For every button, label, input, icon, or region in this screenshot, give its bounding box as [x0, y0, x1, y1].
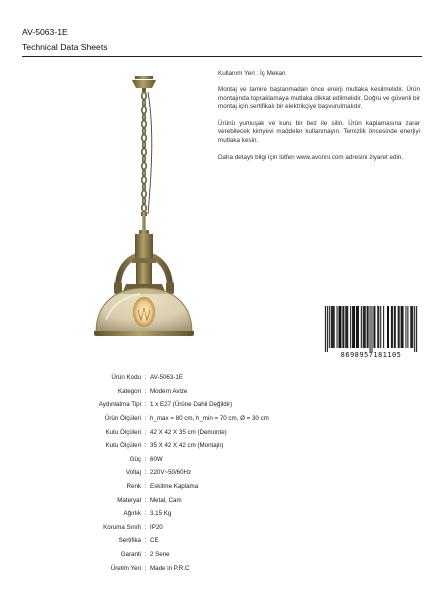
barcode-bar [401, 306, 402, 348]
barcode-bar [395, 306, 396, 348]
barcode-bar [340, 306, 341, 348]
header-divider [22, 56, 422, 57]
barcode-bar [392, 306, 393, 348]
barcode-bar [370, 306, 371, 352]
spec-row [40, 371, 340, 385]
spec-label: Aydınlatma Tipi [98, 401, 141, 409]
spec-separator: : [144, 551, 147, 559]
chain [142, 93, 146, 212]
barcode-bar [380, 306, 381, 348]
spec-row [40, 425, 340, 439]
barcode-bar [334, 306, 335, 348]
barcode-bar [345, 306, 346, 348]
barcode-bar [377, 306, 378, 348]
spec-value: 60W [150, 455, 163, 463]
spec-value: CE [150, 537, 159, 545]
spec-row [40, 453, 340, 467]
barcode-bar [358, 306, 359, 348]
barcode-bar [367, 306, 368, 348]
spec-value: Eskitme Kaplama [150, 483, 199, 491]
spec-separator: : [144, 537, 147, 545]
barcode-number: 8698957181105 [340, 351, 402, 359]
spec-separator: : [144, 455, 147, 463]
usage-place-value: İç Mekan [260, 70, 286, 77]
barcode-bar [354, 306, 355, 348]
spec-value: 3.15 Kg [150, 510, 172, 518]
spec-label: Kutu Ölçüleri [105, 428, 141, 436]
barcode-bar [356, 306, 357, 348]
spec-row [40, 521, 340, 535]
spec-row [40, 534, 340, 548]
barcode-bar [374, 306, 375, 348]
barcode-bar [398, 306, 399, 348]
barcode-bar [387, 306, 388, 348]
spec-row [40, 466, 340, 480]
spec-value: AV-5063-1E [150, 374, 183, 382]
barcode-bar [363, 306, 364, 348]
barcode-bar [332, 306, 333, 348]
barcode-bar [350, 306, 351, 348]
spec-label: Voltaj [125, 469, 141, 477]
barcode-bar [343, 306, 344, 348]
barcode-bars [322, 306, 420, 352]
spec-label: Güç [129, 455, 141, 463]
spec-label: Ağırlık [123, 510, 141, 518]
spec-separator: : [144, 387, 147, 395]
barcode-bar [325, 306, 326, 352]
spec-row [40, 480, 340, 494]
product-image [88, 58, 202, 348]
spec-label: Üretim Yeri [110, 564, 141, 572]
spec-value: Made in P.R.C [150, 564, 190, 572]
barcode-bar [364, 306, 365, 348]
spec-label: Renk [126, 483, 141, 491]
spec-row [40, 493, 340, 507]
spec-value: IP20 [150, 523, 163, 531]
barcode-bar [333, 306, 334, 348]
document-subtitle: Technical Data Sheets [22, 42, 108, 52]
barcode-bar [411, 306, 412, 348]
spec-separator: : [144, 469, 147, 477]
barcode-bar [357, 306, 358, 348]
barcode-bar [402, 306, 403, 348]
spec-label: Garanti [120, 551, 141, 559]
spec-row [40, 561, 340, 575]
barcode-bar [403, 306, 404, 348]
spec-value: 1 x E27 (Ürüne Dahil Değildir) [150, 401, 233, 409]
barcode-bar [353, 306, 354, 348]
spec-value: 2 Sene [150, 551, 170, 559]
spec-separator: : [144, 401, 147, 409]
barcode-bar [342, 306, 343, 348]
spec-separator: : [144, 428, 147, 436]
spec-row [40, 548, 340, 562]
spec-row [40, 439, 340, 453]
spec-value: h_max = 80 cm, h_min = 70 cm, Ø = 30 cm [150, 415, 269, 423]
spec-value: Metal, Cam [150, 496, 182, 504]
usage-info [218, 70, 420, 170]
spec-separator: : [144, 415, 147, 423]
barcode-bar [327, 306, 328, 352]
barcode-bar [391, 306, 392, 348]
spec-value: Modern Avize [150, 387, 188, 395]
barcode-bar [329, 306, 330, 348]
dome-rim [94, 331, 194, 336]
spec-label: Kutu Ölçüleri [105, 442, 141, 450]
usage-place: Kullanım Yeri : İç Mekan [218, 70, 286, 77]
spec-separator: : [144, 496, 147, 504]
document-title: AV-5063-1E [22, 27, 68, 37]
barcode [322, 306, 420, 366]
ceiling-canopy [132, 76, 156, 92]
website-note: Daha detaylı bilgi için lütfen www.avonni.com adresini ziyaret edin. [218, 153, 404, 161]
spec-row [40, 398, 340, 412]
spec-row [40, 385, 340, 399]
spec-value: 42 X 42 X 35 cm (Demonte) [150, 428, 227, 436]
spec-separator: : [144, 483, 147, 491]
barcode-bar [373, 306, 374, 348]
barcode-bar [339, 306, 340, 348]
spec-separator: : [144, 442, 147, 450]
spec-row [40, 412, 340, 426]
spec-label: Sertifika [118, 537, 141, 545]
barcode-bar [337, 306, 338, 348]
barcode-bar [416, 306, 417, 352]
spec-separator: : [144, 510, 147, 518]
spec-table [40, 371, 340, 575]
spec-separator: : [144, 374, 147, 382]
spec-row [40, 507, 340, 521]
mounting-warning: Montaj ve tamire başlanmadan önce enerji mutlaka kesilmelidir. Ürün montajında topraklamaya mutlaka dikkat edilmelidir. Doğru ve güvenli bir montaj için sertifikalı bir elektrikçiye başvurulmalıdır. [218, 86, 420, 111]
barcode-bar [378, 306, 379, 348]
barcode-bar [331, 306, 332, 348]
spec-value: 220V~50/60Hz [150, 469, 192, 477]
spec-value: 35 X 42 X 42 cm (Montajlı) [150, 442, 224, 450]
barcode-bar [347, 306, 348, 348]
barcode-bar [365, 306, 366, 348]
cleaning-instructions: Ürünü yumuşak ve kuru bir bez ile silin. Ürün kaplamasına zarar verebilecek kimyevi maddeler kullanmayın. Temizlik öncesinde enerjiyi mutlaka kesin. [218, 120, 420, 144]
barcode-bar [338, 306, 339, 348]
barcode-bar [405, 306, 406, 348]
barcode-bar [361, 306, 362, 348]
spec-label: Ürün Kodu [111, 374, 141, 382]
bulb [133, 297, 155, 327]
lamp-stem [139, 212, 149, 234]
barcode-bar [371, 306, 372, 352]
spec-label: Kategori [117, 387, 141, 395]
barcode-bar [383, 306, 384, 348]
barcode-bar [410, 306, 411, 348]
barcode-bar [407, 306, 408, 348]
usage-place-label: Kullanım Yeri [218, 70, 255, 77]
barcode-bar [414, 306, 415, 352]
spec-label: Materyal [117, 496, 141, 504]
spec-separator: : [144, 523, 147, 531]
barcode-bar [352, 306, 353, 348]
barcode-bar [412, 306, 413, 348]
spec-label: Ürün Ölçüleri [104, 415, 141, 423]
spec-label: Koruma Sınıfı [103, 523, 141, 531]
barcode-bar [399, 306, 400, 348]
barcode-bar [388, 306, 389, 348]
spec-separator: : [144, 564, 147, 572]
barcode-bar [346, 306, 347, 348]
barcode-bar [368, 306, 369, 348]
barcode-bar [394, 306, 395, 348]
